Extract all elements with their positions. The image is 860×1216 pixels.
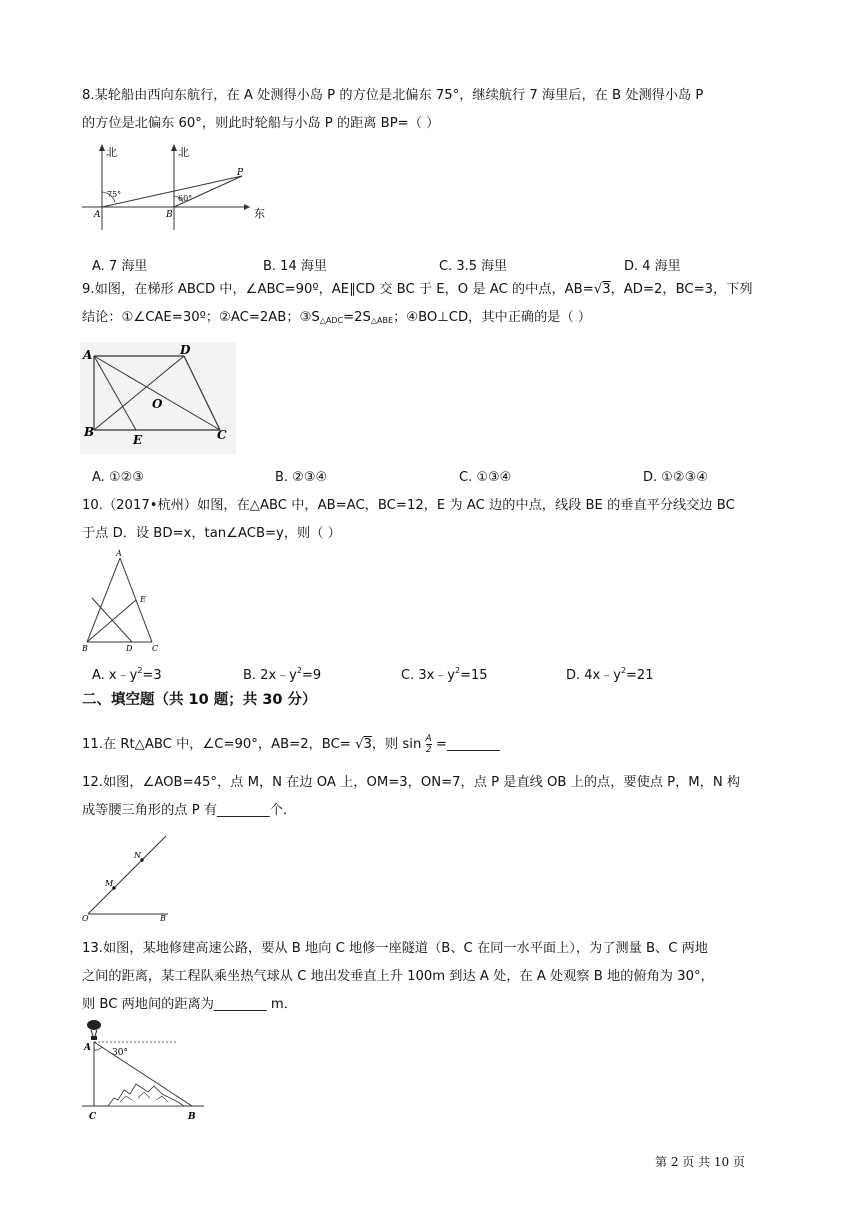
q13-point-b: B (188, 1112, 196, 1122)
q8-north-label-b: 北 (178, 146, 189, 159)
q8-option-c[interactable]: C. 3.5 海里 (439, 259, 508, 274)
q9-point-d: D (180, 343, 191, 357)
q8-angle-75: 75° (107, 190, 122, 199)
q8-line1: 8.某轮船由西向东航行，在 A 处测得小岛 P 的方位是北偏东 75°，继续航行 7 海里后，在 B 处测得小岛 P (82, 88, 704, 103)
q9-option-b[interactable]: B. ②③④ (275, 470, 328, 485)
q10-figure (82, 550, 172, 652)
q12-figure (82, 828, 182, 922)
q9-sqrt-value: 3 (602, 282, 611, 297)
q13-line2: 之间的距离，某工程队乘坐热气球从 C 地出发垂直上升 100m 到达 A 处，在 A 处观察 B 地的俯角为 30°， (82, 969, 714, 984)
q8-point-b: B (166, 210, 173, 220)
q10-line1: 10.（2017•杭州）如图，在△ABC 中，AB=AC，BC=12，E 为 AC 边的中点，线段 BE 的垂直平分线交边 BC (82, 498, 735, 513)
q8-point-a: A (94, 210, 101, 220)
q9-point-c: C (217, 428, 227, 442)
q13-point-a: A (84, 1043, 91, 1053)
q8-option-b[interactable]: B. 14 海里 (263, 259, 327, 274)
q9-option-a[interactable]: A. ①②③ (92, 470, 144, 485)
q9-point-a: A (83, 348, 93, 362)
q11-fraction: $\frac{A}{2}$ (425, 733, 432, 755)
q12-point-n: N (134, 851, 141, 860)
q8-option-d[interactable]: D. 4 海里 (624, 259, 681, 274)
q12-point-m: M (105, 879, 114, 888)
q8-angle-60: 60° (178, 194, 193, 203)
q8-east-label: 东 (254, 207, 265, 220)
q9-option-d[interactable]: D. ①②③④ (643, 470, 708, 485)
q9-figure (80, 342, 236, 454)
q8-option-a[interactable]: A. 7 海里 (92, 259, 148, 274)
q9-point-o: O (152, 397, 163, 411)
q10-point-d: D (126, 644, 133, 652)
q11-sqrt-value: 3 (363, 737, 372, 752)
q9-line2: 结论：①∠CAE=30º；②AC=2AB；$③S_{\triangle ADC}=2S_{\triangle ABE}$；④BO⊥CD，其中正确的是（ ） (82, 310, 592, 325)
q10-point-e: E (140, 595, 146, 604)
q13-line3: 则 BC 两地间的距离为________ m． (82, 997, 297, 1012)
q10-option-a[interactable]: A. $x﹣y^2=3$ (92, 666, 162, 683)
q11-line: 11.在 Rt△ABC 中，∠C=90°，AB=2，BC= √3，则 sin $\frac{A}{2}$ =________ (82, 733, 500, 755)
q10-option-c[interactable]: C. $3x﹣y^2=15$ (401, 666, 488, 683)
q12-line1: 12.如图，∠AOB=45°，点 M，N 在边 OA 上，OM=3，ON=7，点 P 是直线 OB 上的点，要使点 P，M，N 构 (82, 775, 741, 790)
q13-line1: 13.如图，某地修建高速公路，要从 B 地向 C 地修一座隧道（B、C 在同一水平面上），为了测量 B、C 两地 (82, 941, 708, 956)
q12-line2: 成等腰三角形的点 P 有________个． (82, 803, 297, 818)
q9-option-c[interactable]: C. ①③④ (459, 470, 512, 485)
q8-line2: 的方位是北偏东 60°，则此时轮船与小岛 P 的距离 BP=（ ） (82, 116, 440, 131)
q10-option-d[interactable]: D. $4x﹣y^2=21$ (566, 666, 654, 683)
section-title: 二、填空题（共 10 题；共 30 分） (82, 692, 317, 708)
q13-point-c: C (89, 1112, 97, 1122)
page-footer: 第 2 页 共 10 页 (655, 1155, 745, 1169)
q10-line2: 于点 D．设 BD=x，tan∠ACB=y，则（ ） (82, 526, 341, 541)
q10-point-a: A (116, 550, 122, 558)
q9-line1: 9.如图，在梯形 ABCD 中，∠ABC=90º，AE∥CD 交 BC 于 E，O 是 AC 的中点，AB=√3，AD=2，BC=3，下列 (82, 282, 753, 297)
q10-point-c: C (152, 644, 159, 652)
q8-point-p: P (237, 168, 244, 178)
q13-angle-30: 30° (112, 1048, 128, 1058)
q10-option-b[interactable]: B. $2x﹣y^2=9$ (243, 666, 322, 683)
q9-point-b: B (84, 425, 95, 439)
q10-point-b: B (82, 644, 88, 652)
q13-figure (80, 1020, 210, 1122)
q8-north-label-a: 北 (106, 146, 117, 159)
q9-point-e: E (133, 433, 143, 447)
q12-point-b: B (160, 914, 166, 922)
q8-figure (82, 140, 282, 230)
q12-point-o: O (82, 914, 89, 922)
